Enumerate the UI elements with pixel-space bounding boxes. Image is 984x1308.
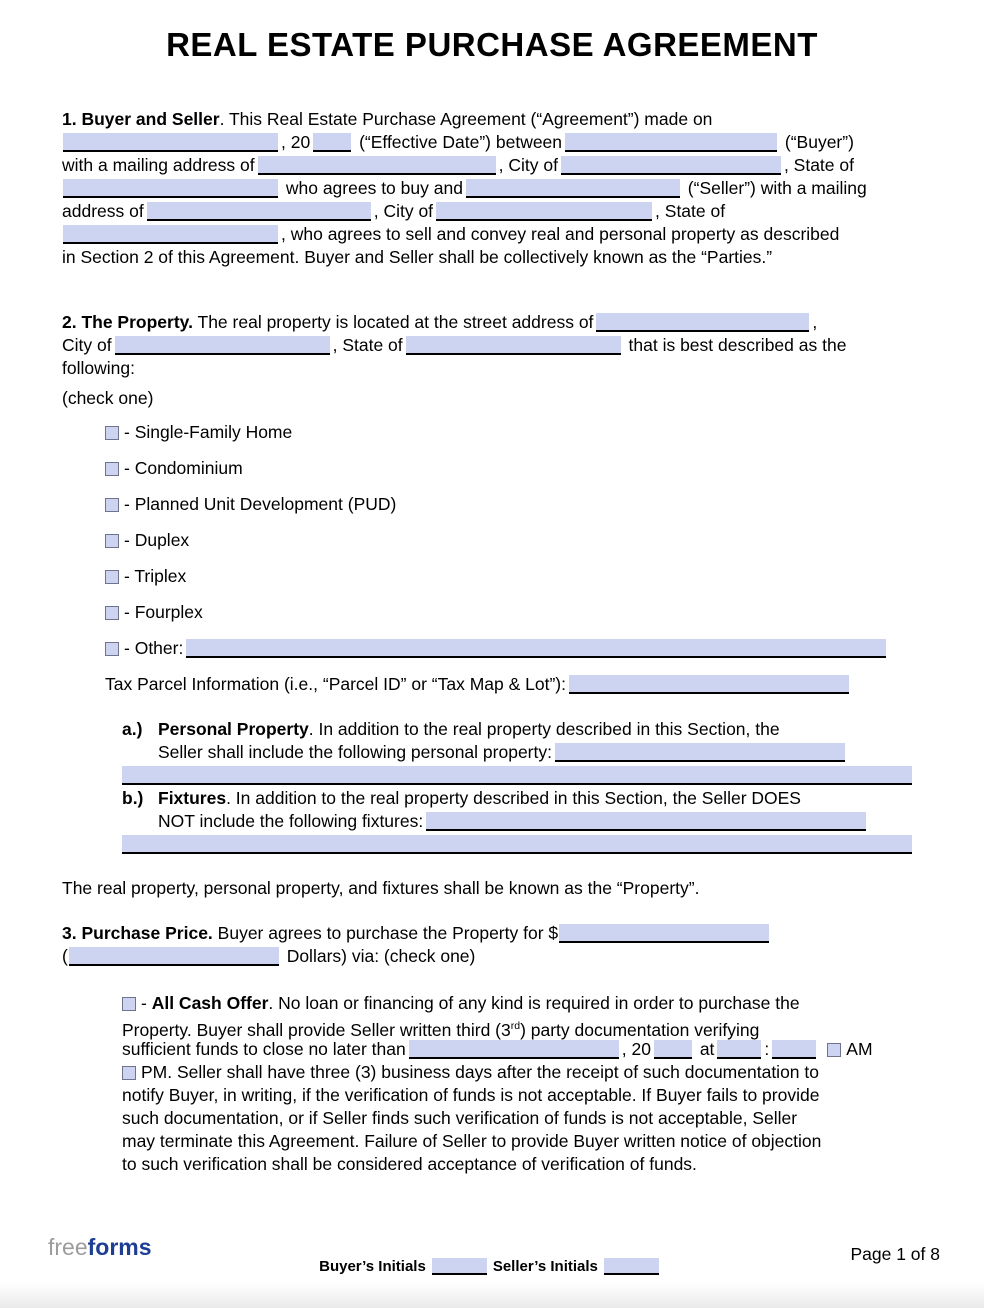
dash: - [124, 494, 135, 514]
page-title: REAL ESTATE PURCHASE AGREEMENT [166, 26, 818, 63]
item-personal-property [122, 718, 922, 787]
a-line-3 [122, 764, 922, 787]
s1-line-3 [62, 154, 922, 177]
tax-parcel-label: Tax Parcel Information (i.e., “Parcel ID” or “Tax Map & Lot”): [105, 674, 566, 694]
b-text-1: . In addition to the real property described in this Section, the Seller DOES [226, 788, 801, 808]
cash-text-3a: sufficient funds to close no later than [122, 1039, 406, 1059]
cash-line-1 [122, 992, 922, 1015]
s2-heading: 2. The Property. [62, 312, 193, 332]
s2-text-1a: The real property is located at the street address of [192, 312, 594, 332]
triplex-checkbox[interactable] [105, 570, 119, 584]
cash-text-3d: : [764, 1039, 770, 1059]
cash-line-4 [122, 1061, 922, 1084]
sellers-initials-field[interactable] [604, 1258, 659, 1275]
street-address-field[interactable] [596, 313, 809, 332]
a-line-2 [158, 741, 922, 764]
s2-text-2b: , State of [332, 335, 403, 355]
dash: - [141, 993, 152, 1013]
s3-line-2 [62, 945, 922, 968]
logo-free-text: free [48, 1234, 88, 1260]
buyer-city-field[interactable] [561, 156, 781, 175]
s2-line-2 [62, 334, 922, 357]
condominium-checkbox[interactable] [105, 462, 119, 476]
funds-close-minute-field[interactable] [772, 1040, 816, 1059]
cash-text-1: . No loan or financing of any kind is required in order to purchase the [268, 993, 800, 1013]
s1-line-7 [62, 246, 922, 269]
funds-close-hour-field[interactable] [717, 1040, 761, 1059]
s1-line-4 [62, 177, 922, 200]
all-cash-offer-paragraph [122, 992, 922, 1176]
a-text-2: Seller shall include the following personal property: [158, 742, 552, 762]
cash-text-3c: at [694, 1039, 715, 1059]
triplex-label: Triplex [134, 566, 187, 586]
tax-parcel-field[interactable] [569, 675, 849, 694]
s3-text-2b: Dollars) via: (check one) [281, 946, 476, 966]
cash-line-7 [122, 1130, 922, 1153]
other-property-type-field[interactable] [186, 639, 886, 658]
cash-text-5: notify Buyer, in writing, if the verification of funds is not acceptable. If Buyer fails to provide [122, 1085, 820, 1105]
condominium-label: Condominium [134, 458, 243, 478]
buyer-address-field[interactable] [258, 156, 496, 175]
property-type-row-triplex [105, 565, 922, 588]
s1-text-4b: (“Seller”) with a mailing [682, 178, 867, 198]
s2-line-3 [62, 357, 922, 380]
s1-text-5a: address of [62, 201, 144, 221]
cash-text-3b: , 20 [621, 1039, 651, 1059]
property-type-row-other [105, 637, 922, 660]
s2-text-3: following: [62, 358, 135, 378]
buyers-initials-label: Buyer’s Initials [319, 1258, 426, 1275]
page-bottom-shadow [0, 1282, 984, 1308]
fourplex-label: Fourplex [134, 602, 203, 622]
property-known-as [62, 877, 922, 900]
purchase-price-number-field[interactable] [559, 924, 769, 943]
other-checkbox[interactable] [105, 642, 119, 656]
cash-line-5 [122, 1084, 922, 1107]
dash: - [124, 566, 135, 586]
single-family-checkbox[interactable] [105, 426, 119, 440]
s1-text-2a: , 20 [281, 132, 311, 152]
s1-text-5c: , State of [655, 201, 726, 221]
s3-heading: 3. Purchase Price. [62, 923, 213, 943]
dash: - [124, 422, 135, 442]
cash-text-4: PM. Seller shall have three (3) business days after the receipt of such documentation to [141, 1062, 819, 1082]
property-type-row-single-family [105, 421, 922, 444]
property-type-list [62, 421, 922, 660]
pm-checkbox[interactable] [122, 1066, 136, 1080]
pud-label: Planned Unit Development (PUD) [134, 494, 397, 514]
b-line-3 [122, 833, 922, 856]
a-heading: Personal Property [158, 719, 309, 739]
property-city-field[interactable] [115, 336, 330, 355]
cash-line-6 [122, 1107, 922, 1130]
duplex-checkbox[interactable] [105, 534, 119, 548]
b-heading: Fixtures [158, 788, 227, 808]
s1-text-3a: with a mailing address of [62, 155, 255, 175]
seller-name-field[interactable] [466, 179, 680, 198]
seller-state-field[interactable] [63, 225, 278, 244]
s1-line-5 [62, 200, 922, 223]
dash: - [124, 530, 135, 550]
s1-line-1 [62, 108, 922, 131]
dash: - [124, 458, 135, 478]
purchase-price-words-field[interactable] [69, 947, 279, 966]
s3-text-1: Buyer agrees to purchase the Property for $ [212, 923, 559, 943]
item-fixtures [122, 787, 922, 856]
buyers-initials-field[interactable] [432, 1258, 487, 1275]
s1-text-2b: (“Effective Date”) between [354, 132, 563, 152]
property-known-as-text: The real property, personal property, and fixtures shall be known as the “Property”. [62, 878, 700, 898]
dash: - [124, 638, 135, 658]
fixtures-field[interactable] [426, 812, 866, 831]
property-type-row-condominium [105, 457, 922, 480]
s1-text-1: . This Real Estate Purchase Agreement (“Agreement”) made on [219, 109, 713, 129]
sellers-initials-label: Seller’s Initials [492, 1258, 598, 1275]
s1-text-4a: who agrees to buy and [281, 178, 463, 198]
fourplex-checkbox[interactable] [105, 606, 119, 620]
pud-checkbox[interactable] [105, 498, 119, 512]
other-label: Other: [134, 638, 184, 658]
s1-text-7: in Section 2 of this Agreement. Buyer and Seller shall be collectively known as the “Parties.” [62, 247, 773, 267]
b-line-1 [122, 787, 922, 810]
effective-year-field[interactable] [313, 133, 351, 152]
b-text-2: NOT include the following fixtures: [158, 811, 424, 831]
personal-property-field[interactable] [555, 743, 845, 762]
cash-line-8 [122, 1153, 922, 1176]
s1-text-6: , who agrees to sell and convey real and personal property as described [281, 224, 840, 244]
s1-text-3c: , State of [783, 155, 854, 175]
logo-forms-text: forms [87, 1234, 152, 1260]
cash-text-2b: ) party documentation verifying [520, 1019, 760, 1040]
initials-row [0, 1256, 984, 1278]
s1-text-2c: (“Buyer”) [780, 132, 854, 152]
buyer-state-field[interactable] [63, 179, 278, 198]
effective-date-field[interactable] [63, 133, 278, 152]
check-one-label [62, 388, 922, 409]
ordinal-superscript: rd [510, 1020, 521, 1032]
funds-close-year-field[interactable] [654, 1040, 692, 1059]
fixtures-field-line2[interactable] [122, 835, 912, 854]
a-text-1: . In addition to the real property described in this Section, the [308, 719, 780, 739]
s2-text-1b: , [812, 312, 818, 332]
tax-parcel-line [105, 673, 922, 696]
cash-text-8: to such verification shall be considered acceptance of verification of funds. [122, 1154, 697, 1174]
funds-close-date-field[interactable] [409, 1040, 619, 1059]
s1-line-2 [62, 131, 922, 154]
section-buyer-seller [62, 108, 922, 269]
seller-address-field[interactable] [147, 202, 371, 221]
s1-heading: 1. Buyer and Seller [62, 109, 220, 129]
s1-line-6 [62, 223, 922, 246]
a-number: a.) [122, 719, 143, 739]
s2-text-2c: that is best described as the [623, 335, 847, 355]
dash: - [124, 602, 135, 622]
cash-text-7: may terminate this Agreement. Failure of Seller to provide Buyer written notice of objection [122, 1131, 822, 1151]
property-type-row-duplex [105, 529, 922, 552]
s3-line-1 [62, 922, 922, 945]
b-line-2 [158, 810, 922, 833]
am-checkbox[interactable] [827, 1043, 841, 1057]
section-purchase-price [62, 922, 922, 968]
b-number: b.) [122, 788, 144, 808]
cash-line-3 [122, 1038, 922, 1061]
all-cash-offer-heading: All Cash Offer [151, 993, 269, 1013]
personal-property-field-line2[interactable] [122, 766, 912, 785]
s2-line-1 [62, 311, 922, 334]
single-family-label: Single-Family Home [134, 422, 293, 442]
s3-text-2a: ( [62, 946, 68, 966]
property-type-row-fourplex [105, 601, 922, 624]
cash-text-6: such documentation, or if Seller finds such verification of funds is not acceptable, Seller [122, 1108, 798, 1128]
page-number: Page 1 of 8 [850, 1244, 940, 1264]
am-label: AM [846, 1039, 873, 1059]
check-one-text: (check one) [62, 388, 154, 408]
cash-line-2 [122, 1015, 922, 1038]
buyer-name-field[interactable] [565, 133, 777, 152]
duplex-label: Duplex [134, 530, 190, 550]
a-line-1 [122, 718, 922, 741]
s2-text-2a: City of [62, 335, 112, 355]
seller-city-field[interactable] [436, 202, 652, 221]
s1-text-5b: , City of [373, 201, 434, 221]
cash-text-2a: Property. Buyer shall provide Seller written third (3 [122, 1019, 511, 1040]
section-the-property [62, 311, 922, 380]
document-content [0, 108, 984, 1176]
s1-text-3b: , City of [498, 155, 558, 175]
property-state-field[interactable] [406, 336, 621, 355]
all-cash-offer-checkbox[interactable] [122, 997, 136, 1011]
property-type-row-pud [105, 493, 922, 516]
